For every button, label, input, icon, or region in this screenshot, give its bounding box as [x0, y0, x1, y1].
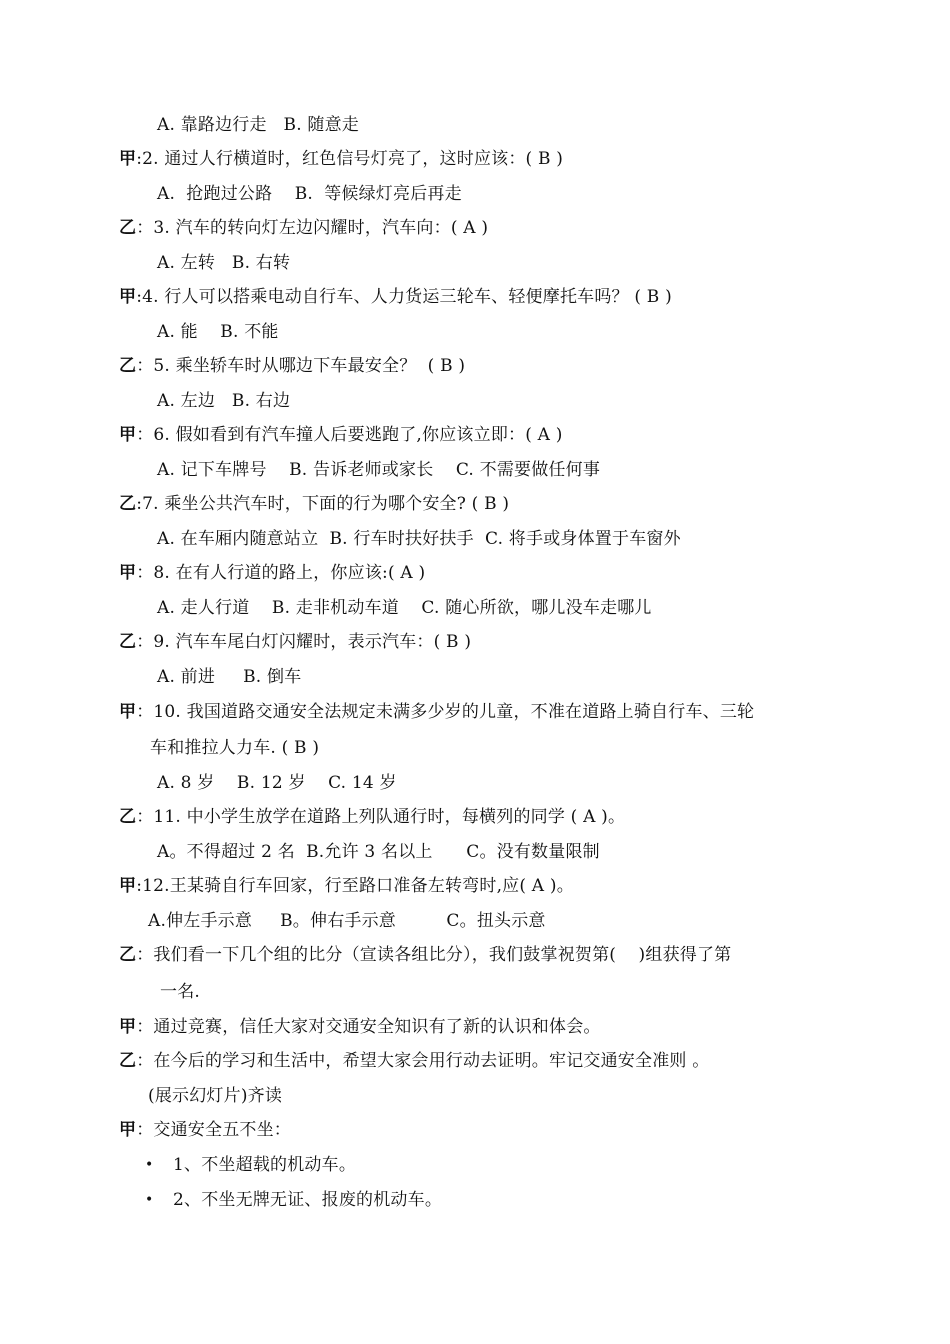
- bullet-icon: •: [145, 1157, 154, 1173]
- answer-line-12: A.伸左手示意 B。伸右手示意 C。扭头示意: [148, 911, 546, 931]
- answer-line-4: A. 能 B. 不能: [157, 322, 279, 342]
- question-text: :12.王某骑自行车回家，行至路口准备左转弯时,应( A )。: [136, 876, 574, 896]
- question-text: :2. 通过人行横道时，红色信号灯亮了，这时应该：( B ): [136, 149, 564, 169]
- speaker-label: 甲: [119, 287, 137, 307]
- speaker-label: 乙: [119, 632, 137, 652]
- speaker-label: 甲: [119, 702, 137, 722]
- speaker-label: 甲: [119, 425, 137, 445]
- stage-direction: (展示幻灯片)齐读: [148, 1086, 283, 1106]
- question-line-6: [119, 424, 563, 446]
- question-line-9: [119, 631, 471, 653]
- question-text: ：8. 在有人行道的路上，你应该:( A ): [136, 563, 426, 583]
- rule-item-1: 1、不坐超载的机动车。: [173, 1155, 357, 1175]
- dialogue-text: ：通过竞赛，信任大家对交通安全知识有了新的认识和体会。: [136, 1017, 601, 1037]
- answer-line-3: A. 左转 B. 右转: [157, 253, 291, 273]
- question-line-10: [119, 701, 754, 723]
- dialogue-line-competition: [119, 1016, 601, 1038]
- question-line-11: [119, 806, 625, 828]
- dialogue-line-future: [119, 1050, 709, 1072]
- answer-line-10: A. 8 岁 B. 12 岁 C. 14 岁: [157, 773, 397, 793]
- rule-item-2: 2、不坐无牌无证、报废的机动车。: [173, 1190, 443, 1210]
- answer-line-9: A. 前进 B. 倒车: [157, 667, 302, 687]
- question-text: :7. 乘坐公共汽车时，下面的行为哪个安全? ( B ): [136, 494, 510, 514]
- answer-line-1: A. 靠路边行走 B. 随意走: [157, 115, 359, 135]
- question-text: ：9. 汽车车尾白灯闪耀时，表示汽车：( B ): [136, 632, 472, 652]
- answer-line-5: A. 左边 B. 右边: [157, 391, 291, 411]
- answer-line-11: A。不得超过 2 名 B.允许 3 名以上 C。没有数量限制: [157, 842, 600, 862]
- question-line-4: [119, 286, 672, 308]
- answer-line-2: A. 抢跑过公路 B. 等候绿灯亮后再走: [157, 184, 462, 204]
- score-announcement-line: [119, 944, 731, 966]
- question-line-7: [119, 493, 509, 515]
- question-line-8: [119, 562, 425, 584]
- answer-line-6: A. 记下车牌号 B. 告诉老师或家长 C. 不需要做任何事: [157, 460, 601, 480]
- question-line-2: [119, 148, 563, 170]
- speaker-label: 乙: [119, 494, 137, 514]
- answer-line-8: A. 走人行道 B. 走非机动车道 C. 随心所欲，哪儿没车走哪儿: [157, 598, 652, 618]
- question-line-3: [119, 217, 488, 239]
- score-announcement-continued: 一名.: [160, 982, 201, 1002]
- speaker-label: 甲: [119, 1120, 137, 1140]
- speaker-label: 甲: [119, 563, 137, 583]
- question-text: ：11. 中小学生放学在道路上列队通行时，每横列的同学 ( A )。: [136, 807, 626, 827]
- question-text: ：5. 乘坐轿车时从哪边下车最安全？ ( B ): [136, 356, 466, 376]
- speaker-label: 乙: [119, 356, 137, 376]
- bullet-icon: •: [145, 1192, 154, 1208]
- question-text: :4. 行人可以搭乘电动自行车、人力货运三轮车、轻便摩托车吗？ ( B ): [136, 287, 672, 307]
- speaker-label: 乙: [119, 1051, 137, 1071]
- question-line-5: [119, 355, 465, 377]
- dialogue-text: ：我们看一下几个组的比分（宣读各组比分），我们鼓掌祝贺第( )组获得了第: [136, 945, 732, 965]
- dialogue-line-rules-heading: [119, 1119, 291, 1141]
- speaker-label: 甲: [119, 149, 137, 169]
- speaker-label: 甲: [119, 1017, 137, 1037]
- speaker-label: 乙: [119, 807, 137, 827]
- speaker-label: 甲: [119, 876, 137, 896]
- question-line-12: [119, 875, 574, 897]
- dialogue-text: ：在今后的学习和生活中，希望大家会用行动去证明。牢记交通安全准则 。: [136, 1051, 710, 1071]
- dialogue-text: ：交通安全五不坐：: [136, 1120, 292, 1140]
- question-text: ：10. 我国道路交通安全法规定未满多少岁的儿童，不准在道路上骑自行车、三轮: [136, 702, 755, 722]
- speaker-label: 乙: [119, 945, 137, 965]
- question-line-10-continued: 车和推拉人力车. ( B ): [150, 738, 320, 758]
- question-text: ：6. 假如看到有汽车撞人后要逃跑了,你应该立即：( A ): [136, 425, 563, 445]
- speaker-label: 乙: [119, 218, 137, 238]
- answer-line-7: A. 在车厢内随意站立 B. 行车时扶好扶手 C. 将手或身体置于车窗外: [157, 529, 681, 549]
- question-text: ：3. 汽车的转向灯左边闪耀时，汽车向：( A ): [136, 218, 489, 238]
